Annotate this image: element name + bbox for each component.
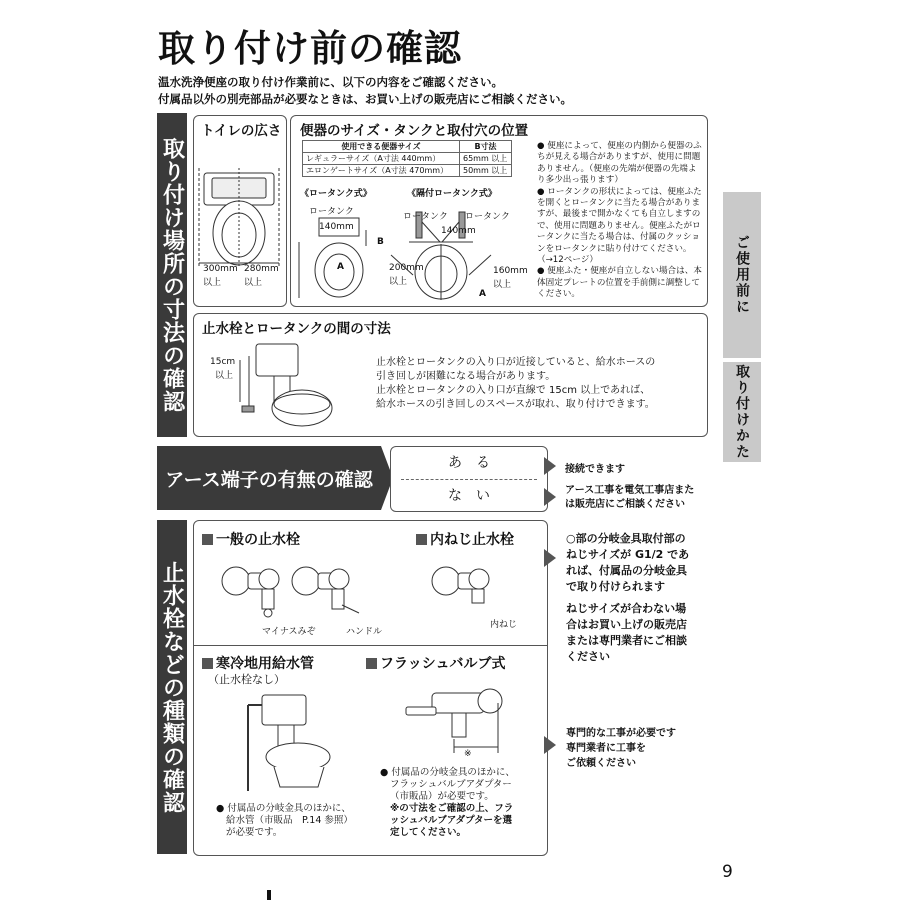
dim-140-b: 140mm (441, 226, 476, 236)
section-bar-dimensions: 取り付け場所の寸法の確認 (157, 113, 187, 437)
valve-text-line: 給水ホースの引き回しのスペースが取れ、取り付けできます。 (376, 399, 655, 410)
toilet-size-box (290, 115, 708, 307)
dim-160-min: 以上 (493, 280, 512, 290)
earth-no-result (565, 484, 694, 512)
earth-choice-box (390, 446, 548, 512)
size-cell: エロンゲートサイズ（A寸法 470mm） (303, 165, 460, 177)
flush-note-line: ッシュバルブアダプターを選 (390, 815, 512, 826)
flush-result-text (566, 726, 676, 771)
size-table-row (303, 165, 512, 177)
low-tank-text-2: ロータンク (403, 212, 448, 222)
flush-mark: ※ (464, 749, 472, 759)
flush-valve-title (366, 653, 505, 673)
valve-text-line: 止水栓とロータンクの入り口が直線で 15cm 以上であれば、 (376, 385, 651, 396)
section-bar-valve-types: 止水栓などの種類の確認 (157, 520, 187, 854)
size-table-header-size: 使用できる便器サイズ (303, 141, 460, 153)
general-valve-label: 一般の止水栓 (216, 532, 300, 548)
valve-distance-box (193, 313, 708, 437)
side-tab-before-use: ご使用前に (723, 192, 761, 358)
crop-mark (267, 890, 271, 900)
result-line: 専門的な工事が必要です (566, 728, 676, 739)
dim-160: 160mm (493, 266, 528, 276)
valve-dim-15cm: 15cm (210, 357, 236, 367)
valve-types-divider (194, 645, 547, 646)
flush-note-line: ※の寸法をご確認の上、フラ (390, 803, 514, 814)
cold-note-line: ● 付属品の分岐金具のほかに、 (216, 803, 351, 814)
page-number: 9 (722, 862, 733, 882)
earth-yes-arrow (544, 457, 556, 475)
low-tank-text: ロータンク (309, 207, 354, 217)
square-bullet-icon (202, 534, 213, 545)
dim-200: 200mm (389, 263, 424, 273)
inner-valve-title (416, 529, 514, 549)
dim-140-a: 140mm (319, 222, 354, 232)
size-cell: レギュラーサイズ（A寸法 440mm） (303, 153, 460, 165)
size-table-row (303, 153, 512, 165)
flush-note-line: 定してください。 (390, 827, 467, 838)
page-title: 取り付け前の確認 (158, 27, 462, 70)
intro-line-1: 温水洗浄便座の取り付け作業前に、以下の内容をご確認ください。 (158, 75, 503, 89)
flush-note-line: フラッシュバルブアダプター (390, 779, 512, 790)
square-bullet-icon (416, 534, 427, 545)
result-line: 合はお買い上げの販売店 (566, 618, 687, 631)
size-table-header (303, 141, 512, 153)
cold-pipe-label: 寒冷地用給水管 (216, 656, 314, 672)
result-line: れば、付属品の分岐金具 (566, 564, 687, 577)
flush-result-arrow (544, 736, 556, 754)
cold-region-toilet-diagram (234, 687, 354, 797)
side-tab-installation: 取り付けかた (723, 362, 761, 462)
separate-tank-label: 《隔付ロータンク式》 (407, 189, 497, 199)
dim-a-1: A (337, 262, 344, 272)
dim-b: B (377, 237, 384, 247)
square-bullet-icon (202, 658, 213, 669)
dim-200-min: 以上 (389, 277, 408, 287)
flush-valve-diagram (402, 679, 512, 759)
cold-pipe-subtitle: （止水栓なし） (208, 673, 285, 686)
room-right-dim-min: 以上 (244, 278, 263, 288)
inner-valve-label: 内ねじ止水栓 (430, 532, 514, 548)
section-bar-earth: アース端子の有無の確認 (157, 446, 381, 510)
cold-pipe-note (216, 803, 353, 839)
room-size-box (193, 115, 287, 307)
valve-result-text-2 (566, 601, 687, 665)
result-line: ねじサイズが合わない場 (566, 602, 687, 615)
note-item: ● 便座によって、便座の内側から便器のふちが見える場合がありますが、使用に問題ありません。（便座の先端が便器の先端より多少出っ張ります） (537, 141, 702, 186)
valve-tank-diagram (234, 336, 334, 434)
valve-result-text-1 (566, 531, 689, 595)
inner-screw-label: 内ねじ (490, 620, 518, 630)
result-line: ご依頼ください (566, 758, 636, 769)
result-line: ください (566, 650, 610, 663)
earth-no-result-line: は販売店にご相談ください (565, 499, 685, 510)
room-left-dim: 300mm (203, 264, 238, 274)
earth-no: な い (448, 488, 490, 504)
dim-a-2: A (479, 289, 486, 299)
general-valve-title (202, 529, 300, 549)
low-tank-label: 《ロータンク式》 (300, 189, 372, 199)
result-line: ねじサイズが G1/2 であ (566, 548, 690, 561)
toilet-size-title: 便器のサイズ・タンクと取付穴の位置 (300, 123, 529, 139)
room-left-dim-min: 以上 (203, 278, 222, 288)
size-table-header-b: B寸法 (460, 141, 512, 153)
flush-valve-note (380, 767, 515, 839)
result-line: ○部の分岐金具取付部の (566, 532, 686, 545)
valve-illustrations (214, 555, 524, 635)
note-item: ● 便座ふた・便座が自立しない場合は、本体固定プレートの位置を手前側に調整してください。 (537, 266, 702, 300)
minus-groove-label: マイナスみぞ (262, 627, 316, 637)
earth-no-arrow (544, 488, 556, 506)
room-right-dim: 280mm (244, 264, 279, 274)
earth-yes-result: 接続できます (565, 464, 625, 475)
valve-result-arrow (544, 549, 556, 567)
cold-pipe-title (202, 653, 314, 673)
flush-note-line: （市販品）が必要です。 (390, 791, 494, 802)
flush-note-line: ● 付属品の分岐金具のほかに、 (380, 767, 515, 778)
square-bullet-icon (366, 658, 377, 669)
earth-yes: あ る (448, 455, 490, 471)
valve-dim-min: 以上 (215, 371, 234, 381)
valve-types-box (193, 520, 548, 856)
earth-divider (401, 479, 537, 480)
note-item: ● ロータンクの形状によっては、便座ふたを開くとロータンクに当たる場合がありますが、最後まで開かなくても自立しますので、使用に問題ありません。便座ふたがロータンクに当たる場合は、付属のクッションをロータンクに貼り付けてください。（→12ページ） (537, 186, 702, 266)
toilet-size-notes (537, 141, 703, 301)
valve-text-line: 引き回しが困難になる場合があります。 (376, 371, 556, 382)
flush-valve-label: フラッシュバルブ式 (380, 656, 506, 672)
size-table (302, 140, 512, 177)
result-line: で取り付けられます (566, 580, 665, 593)
size-cell: 65mm 以上 (460, 153, 512, 165)
intro-line-2: 付属品以外の別売部品が必要なときは、お買い上げの販売店にご相談ください。 (158, 92, 572, 106)
earth-no-result-line: アース工事を電気工事店また (565, 485, 695, 496)
handle-label: ハンドル (346, 627, 383, 637)
low-tank-text-3: ロータンク (465, 212, 510, 222)
valve-text-line: 止水栓とロータンクの入り口が近接していると、給水ホースの (376, 357, 656, 368)
result-line: または専門業者にご相談 (566, 634, 687, 647)
valve-distance-title: 止水栓とロータンクの間の寸法 (202, 321, 391, 337)
valve-distance-text (376, 356, 655, 412)
result-line: 専門業者に工事を (566, 743, 646, 754)
room-size-title: トイレの広さ (201, 123, 282, 139)
cold-note-line: 給水管（市販品 P.14 参照） (226, 815, 353, 826)
cold-note-line: が必要です。 (226, 827, 283, 838)
size-cell: 50mm 以上 (460, 165, 512, 177)
